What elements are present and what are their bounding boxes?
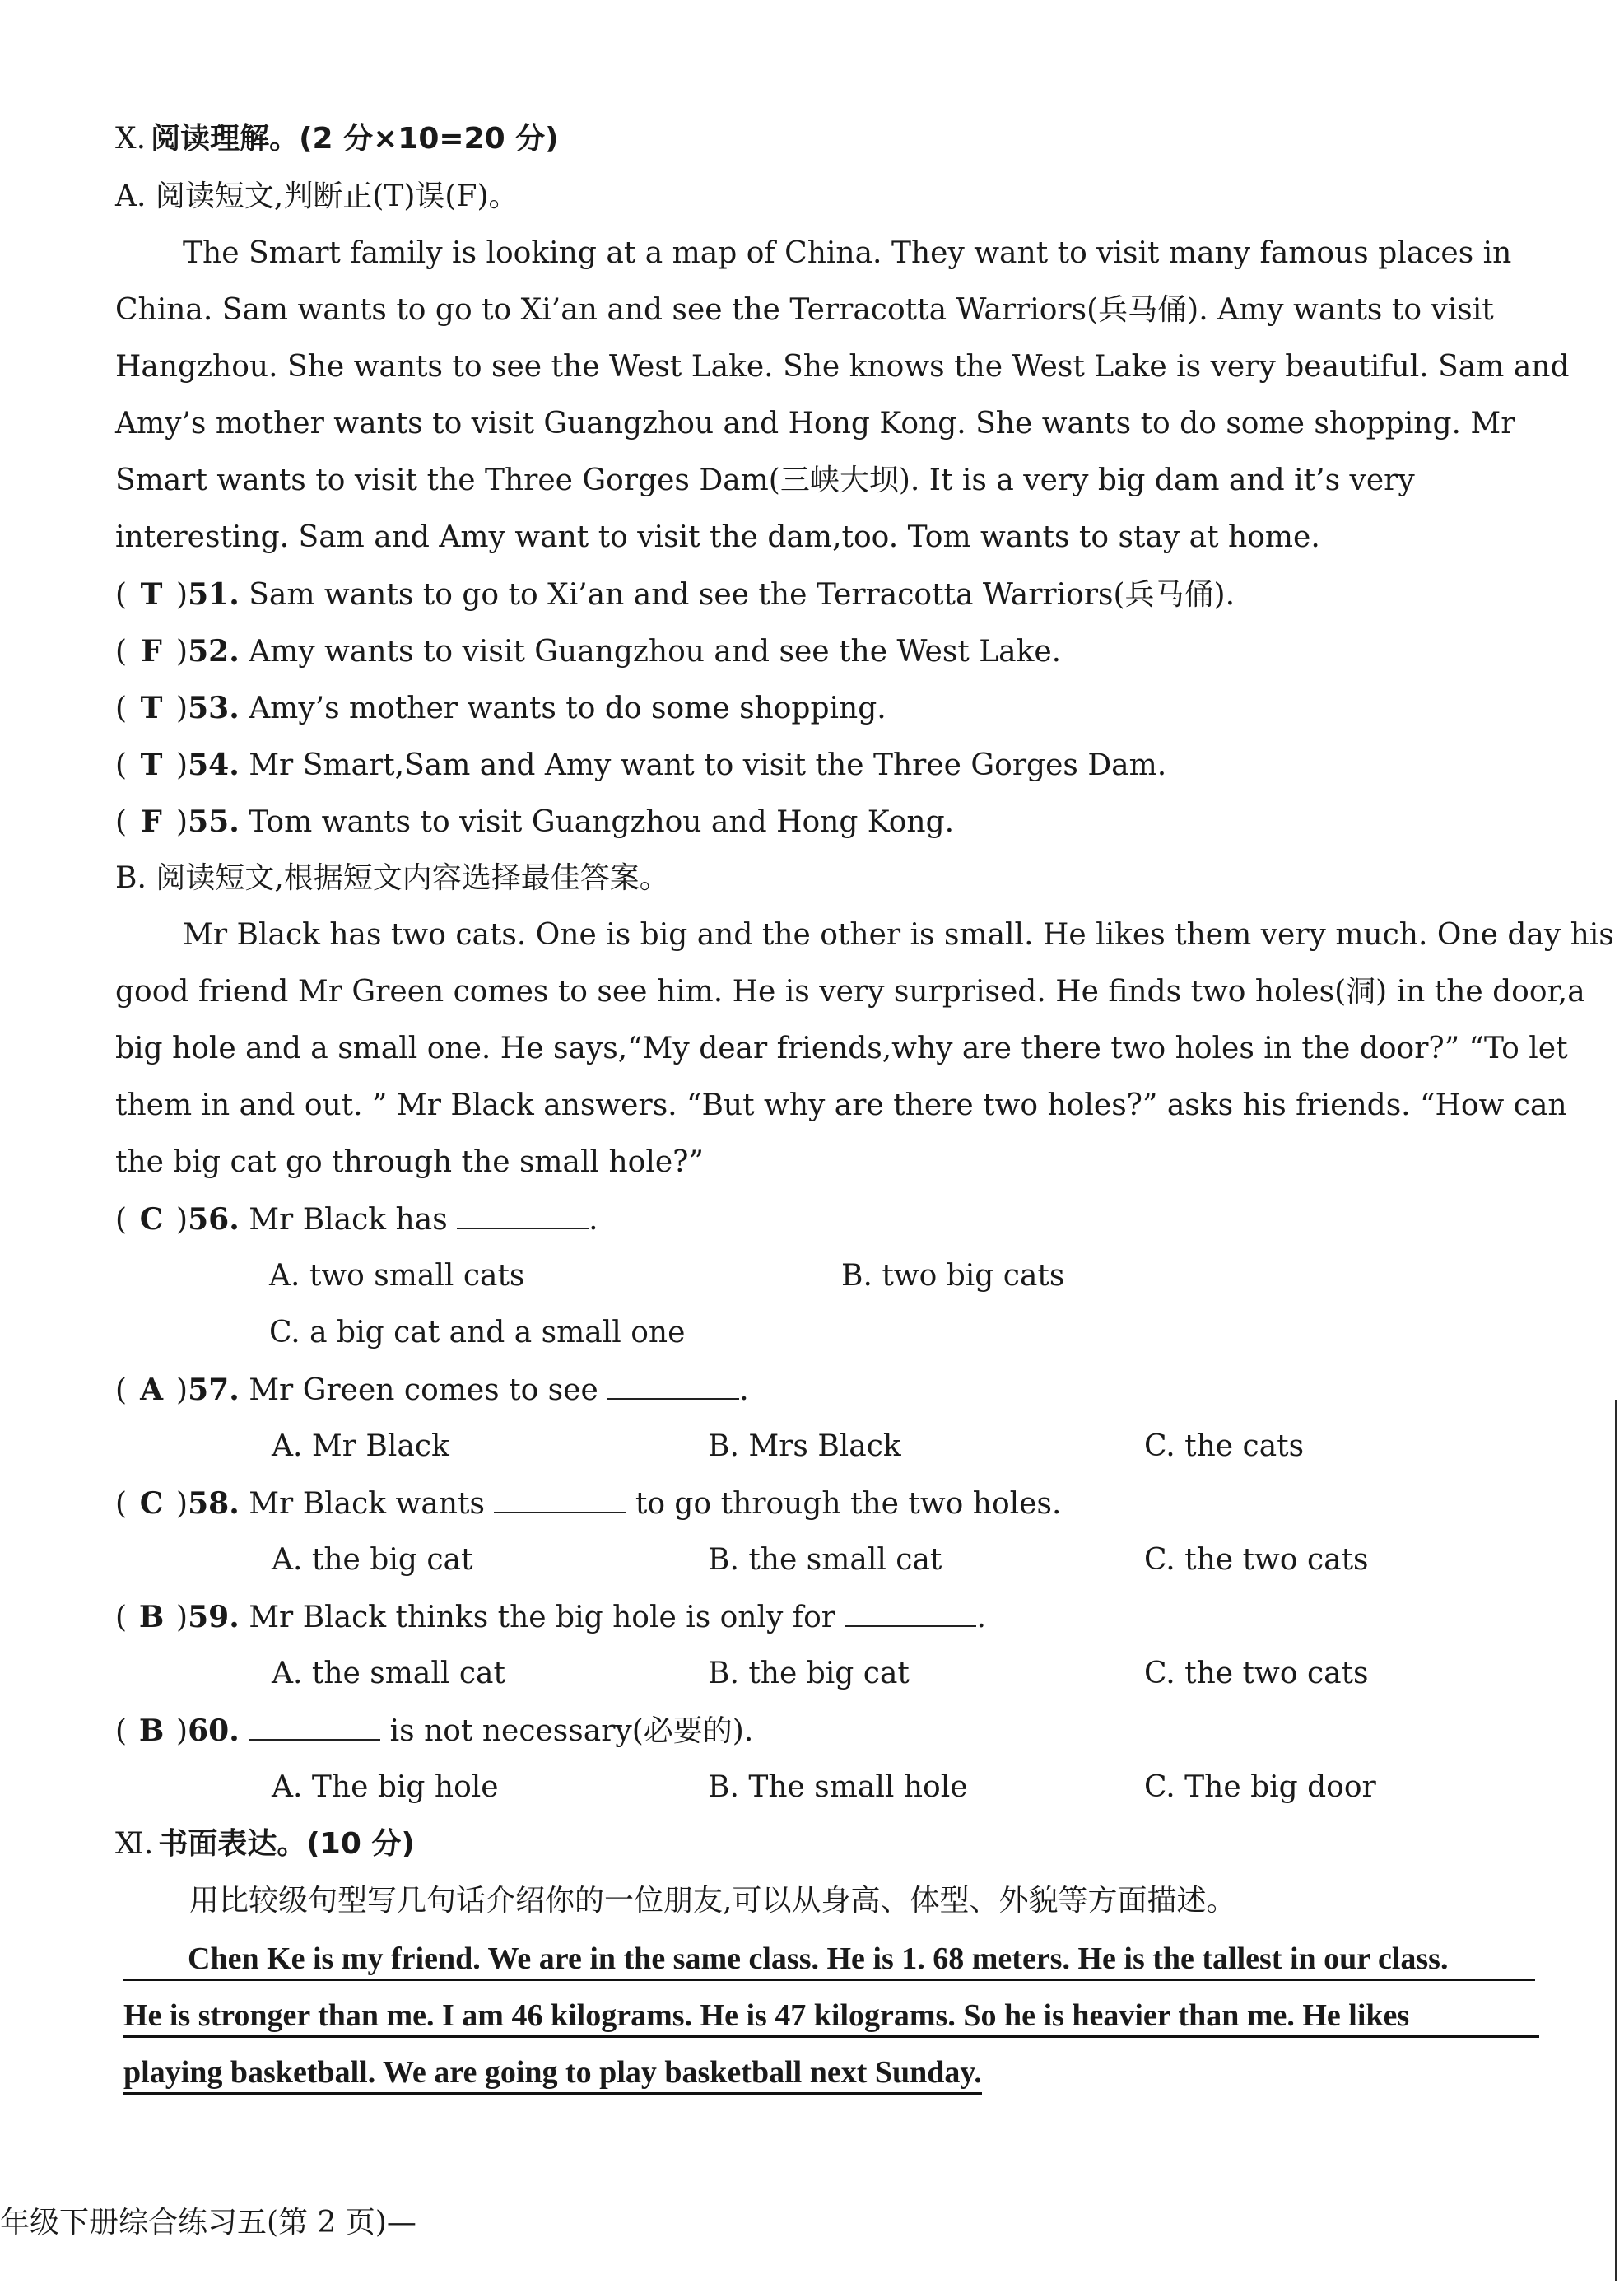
question-stem-before: Mr Black thinks the big hole is only for bbox=[249, 1601, 845, 1634]
section-11-number: Ⅺ. bbox=[115, 1827, 154, 1861]
question-stem-before: Mr Black wants bbox=[249, 1487, 495, 1521]
question-number: 51. bbox=[188, 577, 240, 612]
question-text: Mr Smart,Sam and Amy want to visit the Three Gorges Dam. bbox=[249, 748, 1167, 782]
question-stem-before: Mr Black has bbox=[249, 1203, 458, 1237]
answer-blank bbox=[845, 1601, 976, 1627]
answer-mark: F bbox=[141, 634, 162, 669]
question-51: ( T )51. Sam wants to go to Xi’an and see the Terracotta Warriors(兵马俑). bbox=[115, 577, 1235, 612]
page-edge-line bbox=[1615, 1400, 1617, 2281]
question-text: Tom wants to visit Guangzhou and Hong Kong. bbox=[249, 805, 955, 839]
option-a: A. The big hole bbox=[272, 1770, 499, 1804]
question-57: ( A )57. Mr Green comes to see . bbox=[115, 1373, 749, 1407]
answer-mark: B bbox=[138, 1713, 165, 1748]
passage-b-line: them in and out. ” Mr Black answers. “But why are there two holes?” asks his friends. “How can bbox=[115, 1088, 1567, 1122]
question-text: Amy wants to visit Guangzhou and see the West Lake. bbox=[249, 635, 1062, 669]
passage-a-line: Smart wants to visit the Three Gorges Dam(三峡大坝). It is a very big dam and it’s very bbox=[115, 464, 1415, 497]
answer-mark: T bbox=[140, 577, 163, 612]
answer-mark: B bbox=[138, 1600, 165, 1634]
answer-mark: T bbox=[140, 691, 163, 725]
question-stem-after: . bbox=[976, 1601, 986, 1634]
passage-b-line: the big cat go through the small hole?” bbox=[115, 1145, 704, 1179]
section-10-title: 阅读理解。(2 分×10=20 分) bbox=[151, 122, 559, 156]
section-11-instruction: 用比较级句型写几句话介绍你的一位朋友,可以从身高、体型、外貌等方面描述。 bbox=[189, 1884, 1236, 1918]
question-stem-before: Mr Green comes to see bbox=[249, 1373, 608, 1407]
passage-b-line: big hole and a small one. He says,“My dear friends,why are there two holes in the door?” “To let bbox=[115, 1032, 1568, 1065]
option-a: A. the small cat bbox=[272, 1657, 505, 1690]
question-number: 53. bbox=[188, 691, 240, 725]
question-60: ( B )60. is not necessary(必要的). bbox=[115, 1713, 754, 1748]
passage-a-line: Amy’s mother wants to visit Guangzhou and Hong Kong. She wants to do some shopping. Mr bbox=[115, 407, 1515, 440]
question-59: ( B )59. Mr Black thinks the big hole is only for . bbox=[115, 1600, 986, 1634]
question-53: ( T )53. Amy’s mother wants to do some shopping. bbox=[115, 691, 886, 725]
part-a-instruction: A. 阅读短文,判断正(T)误(F)。 bbox=[115, 179, 519, 213]
question-52: ( F )52. Amy wants to visit Guangzhou and see the West Lake. bbox=[115, 634, 1062, 669]
question-stem-after: to go through the two holes. bbox=[626, 1487, 1062, 1521]
option-b: B. The small hole bbox=[708, 1770, 968, 1804]
passage-b-line: Mr Black has two cats. One is big and the other is small. He likes them very much. One day his bbox=[183, 918, 1614, 952]
section-10-number: Ⅹ. bbox=[115, 122, 147, 156]
option-c: C. The big door bbox=[1144, 1770, 1376, 1804]
question-number: 52. bbox=[188, 634, 240, 669]
page-footer: 年级下册综合练习五(第 2 页)— bbox=[0, 2206, 416, 2240]
answer-blank bbox=[607, 1373, 739, 1400]
question-number: 55. bbox=[188, 804, 240, 839]
answer-blank bbox=[494, 1487, 626, 1513]
question-number: 59. bbox=[188, 1600, 240, 1634]
question-number: 58. bbox=[188, 1486, 240, 1521]
essay-line: playing basketball. We are going to play basketball next Sunday. bbox=[123, 2053, 982, 2095]
option-b: B. two big cats bbox=[841, 1259, 1065, 1293]
question-number: 60. bbox=[188, 1713, 240, 1748]
option-c: C. the two cats bbox=[1144, 1543, 1369, 1577]
question-number: 54. bbox=[188, 748, 240, 782]
option-a: A. two small cats bbox=[269, 1259, 525, 1293]
answer-mark: C bbox=[139, 1202, 164, 1237]
passage-a-line: interesting. Sam and Amy want to visit the dam,too. Tom wants to stay at home. bbox=[115, 520, 1320, 554]
answer-mark: C bbox=[139, 1486, 164, 1521]
option-b: B. Mrs Black bbox=[708, 1429, 901, 1463]
question-stem-after: is not necessary(必要的). bbox=[380, 1714, 754, 1748]
essay-line: Chen Ke is my friend. We are in the same class. He is 1. 68 meters. He is the tallest in our class. bbox=[123, 1939, 1535, 1981]
option-a: A. the big cat bbox=[272, 1543, 473, 1577]
passage-b-line: good friend Mr Green comes to see him. He is very surprised. He finds two holes(洞) in the door,a bbox=[115, 975, 1585, 1009]
question-number: 56. bbox=[188, 1202, 240, 1237]
question-55: ( F )55. Tom wants to visit Guangzhou and Hong Kong. bbox=[115, 804, 955, 839]
question-stem-after: . bbox=[739, 1373, 749, 1407]
question-number: 57. bbox=[188, 1373, 240, 1407]
option-b: B. the big cat bbox=[708, 1657, 910, 1690]
question-text: Amy’s mother wants to do some shopping. bbox=[249, 692, 886, 725]
essay-line: He is stronger than me. I am 46 kilograms. He is 47 kilograms. So he is heavier than me. He likes bbox=[123, 1996, 1539, 2038]
option-b: B. the small cat bbox=[708, 1543, 942, 1577]
section-11-heading bbox=[115, 1825, 415, 1863]
answer-mark: F bbox=[141, 804, 162, 839]
passage-a-line: Hangzhou. She wants to see the West Lake. She knows the West Lake is very beautiful. Sam and bbox=[115, 350, 1570, 384]
passage-a-line: China. Sam wants to go to Xi’an and see the Terracotta Warriors(兵马俑). Amy wants to visit bbox=[115, 293, 1494, 327]
question-58: ( C )58. Mr Black wants to go through the two holes. bbox=[115, 1486, 1062, 1521]
question-54: ( T )54. Mr Smart,Sam and Amy want to visit the Three Gorges Dam. bbox=[115, 748, 1167, 782]
section-10-heading bbox=[115, 120, 559, 158]
question-56: ( C )56. Mr Black has . bbox=[115, 1202, 598, 1237]
answer-mark: A bbox=[140, 1373, 164, 1407]
question-text: Sam wants to go to Xi’an and see the Terracotta Warriors(兵马俑). bbox=[249, 578, 1235, 612]
passage-a-line: The Smart family is looking at a map of China. They want to visit many famous places in bbox=[183, 236, 1512, 270]
option-c: C. the cats bbox=[1144, 1429, 1305, 1463]
section-11-title: 书面表达。(10 分) bbox=[158, 1827, 415, 1861]
question-stem-after: . bbox=[589, 1203, 598, 1237]
answer-blank bbox=[457, 1203, 589, 1229]
part-b-instruction: B. 阅读短文,根据短文内容选择最佳答案。 bbox=[115, 861, 669, 895]
answer-blank bbox=[249, 1714, 380, 1741]
answer-mark: T bbox=[140, 748, 163, 782]
option-c: C. a big cat and a small one bbox=[269, 1316, 686, 1349]
option-c: C. the two cats bbox=[1144, 1657, 1369, 1690]
option-a: A. Mr Black bbox=[272, 1429, 449, 1463]
